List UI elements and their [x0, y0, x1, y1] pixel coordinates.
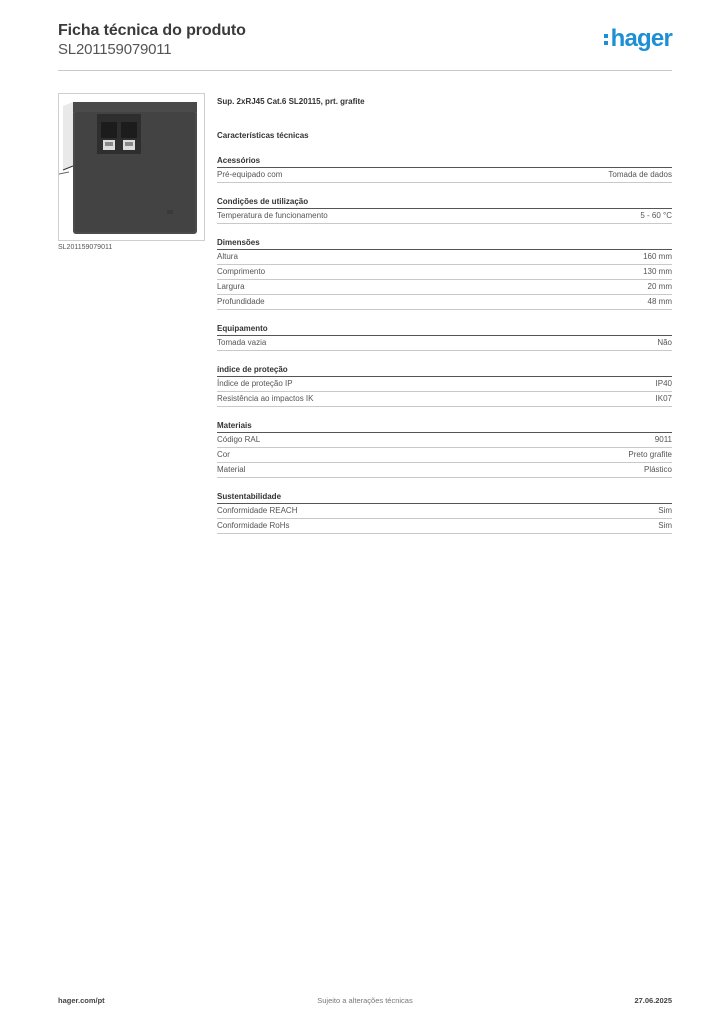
hager-logo: [611, 26, 672, 52]
spec-row: [217, 209, 672, 224]
spec-row: [217, 433, 672, 448]
spec-value: 160 mm: [643, 252, 672, 261]
logo-text: hager: [610, 25, 672, 52]
spec-label: Conformidade RoHs: [217, 521, 290, 530]
section-title: Materiais: [217, 419, 672, 433]
spec-row: [217, 265, 672, 280]
page-footer: [58, 996, 672, 1010]
image-caption: SL201159079011: [58, 244, 113, 251]
spec-label: Índice de proteção IP: [217, 379, 293, 388]
section-title: Acessórios: [217, 154, 672, 168]
product-photo-icon: [59, 94, 204, 240]
product-name: Sup. 2xRJ45 Cat.6 SL20115, prt. grafite: [217, 97, 365, 106]
spec-content: [217, 96, 672, 534]
spec-value: 130 mm: [643, 267, 672, 276]
spec-sections: [217, 154, 672, 534]
spec-section: [217, 195, 672, 224]
spec-row: [217, 295, 672, 310]
spec-label: Código RAL: [217, 435, 261, 444]
spec-value: Sim: [658, 506, 672, 515]
spec-value: 9011: [654, 435, 672, 444]
spec-value: Tomada de dados: [608, 170, 672, 179]
spec-label: Altura: [217, 252, 238, 261]
spec-label: Largura: [217, 282, 245, 291]
footer-date: 27.06.2025: [634, 996, 672, 1005]
spec-label: Cor: [217, 450, 230, 459]
logo-dots-icon: [604, 34, 608, 46]
spec-row: [217, 504, 672, 519]
spec-section: [217, 322, 672, 351]
spec-value: Preto grafite: [628, 450, 672, 459]
page-header: [58, 20, 672, 71]
spec-section: [217, 154, 672, 183]
section-title: Sustentabilidade: [217, 490, 672, 504]
spec-row: [217, 336, 672, 351]
spec-row: [217, 463, 672, 478]
spec-row: [217, 250, 672, 265]
spec-row: [217, 448, 672, 463]
spec-value: 48 mm: [647, 297, 672, 306]
page-title: Ficha técnica do produto: [58, 22, 246, 39]
spec-value: 20 mm: [647, 282, 672, 291]
section-title: Dimensões: [217, 236, 672, 250]
tech-heading: Características técnicas: [217, 131, 309, 140]
spec-label: Temperatura de funcionamento: [217, 211, 328, 220]
spec-label: Comprimento: [217, 267, 266, 276]
spec-row: [217, 377, 672, 392]
section-title: índice de proteção: [217, 363, 672, 377]
footer-website: hager.com/pt: [58, 996, 105, 1005]
spec-label: Material: [217, 465, 246, 474]
spec-row: [217, 280, 672, 295]
spec-value: Sim: [658, 521, 672, 530]
spec-section: [217, 490, 672, 534]
spec-label: Conformidade REACH: [217, 506, 298, 515]
spec-row: [217, 519, 672, 534]
spec-row: [217, 168, 672, 183]
spec-value: Plástico: [643, 465, 672, 474]
section-title: Equipamento: [217, 322, 672, 336]
spec-label: Profundidade: [217, 297, 265, 306]
product-code: SL201159079011: [58, 41, 172, 58]
spec-label: Resistência ao impactos IK: [217, 394, 314, 403]
spec-row: [217, 392, 672, 407]
product-image: [58, 93, 205, 241]
spec-section: [217, 363, 672, 407]
spec-section: [217, 236, 672, 310]
footer-notice: Sujeito a alterações técnicas: [317, 996, 413, 1005]
spec-label: Pré-equipado com: [217, 170, 283, 179]
section-title: Condições de utilização: [217, 195, 672, 209]
spec-value: 5 - 60 °C: [640, 211, 672, 220]
spec-value: IK07: [655, 394, 672, 403]
spec-section: [217, 419, 672, 478]
spec-value: Não: [657, 338, 672, 347]
spec-value: IP40: [655, 379, 672, 388]
spec-label: Tomada vazia: [217, 338, 267, 347]
